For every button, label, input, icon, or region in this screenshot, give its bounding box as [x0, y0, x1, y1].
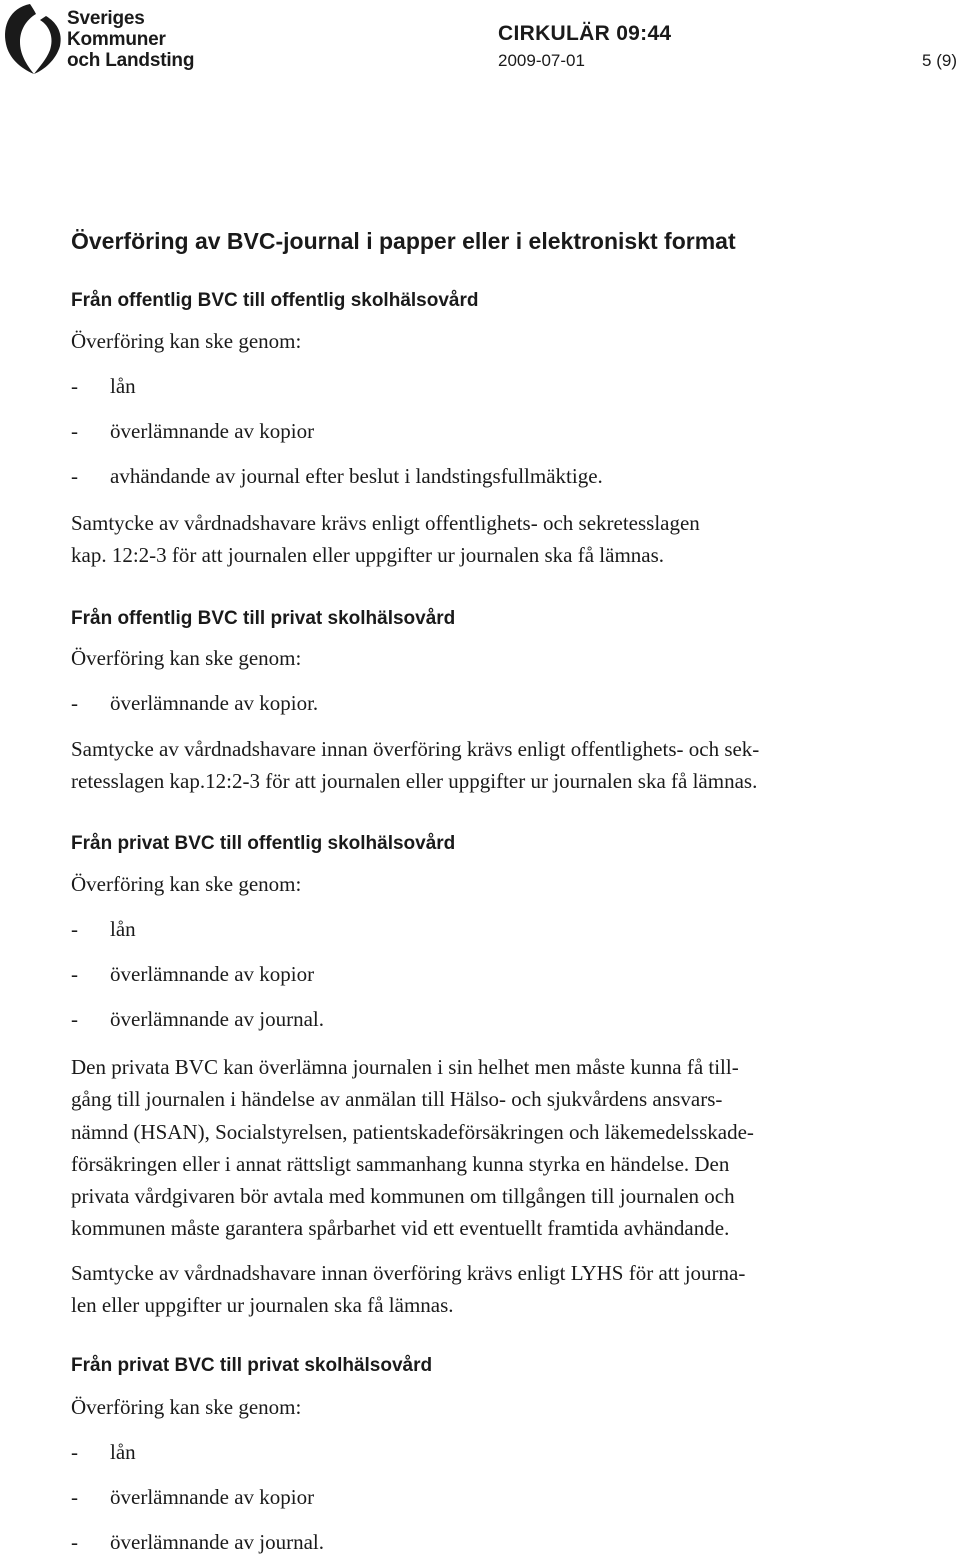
- list-item-text: överlämnande av kopior: [110, 419, 315, 443]
- list-marker: -: [71, 419, 78, 443]
- list-item-text: avhändande av journal efter beslut i landstingsfullmäktige.: [110, 464, 603, 488]
- list-marker: -: [71, 374, 78, 398]
- list-item-text: lån: [110, 917, 136, 941]
- list-marker: -: [71, 1485, 78, 1509]
- list-marker: -: [71, 1530, 78, 1554]
- transfer-intro: Överföring kan ske genom:: [71, 1395, 302, 1419]
- section-heading: Från privat BVC till privat skolhälsovård: [71, 1355, 433, 1376]
- paragraph-line: försäkringen eller i annat rättsligt sammanhang kunna styrka en händelse. Den: [71, 1151, 730, 1176]
- paragraph-line: len eller uppgifter ur journalen ska få lämnas.: [71, 1293, 454, 1318]
- list-marker: -: [71, 1440, 78, 1464]
- list-item-text: lån: [110, 1440, 136, 1464]
- paragraph-line: nämnd (HSAN), Socialstyrelsen, patientskadeförsäkringen och läkemedelsskade-: [71, 1119, 754, 1144]
- section-heading: Från offentlig BVC till offentlig skolhälsovård: [71, 290, 479, 311]
- list-item: [71, 1485, 314, 1510]
- list-marker: -: [71, 917, 78, 941]
- page-number: 5 (9): [922, 51, 957, 70]
- list-marker: -: [71, 962, 78, 986]
- transfer-intro: Överföring kan ske genom:: [71, 872, 302, 896]
- paragraph-line: kommunen måste garantera spårbarhet vid ett eventuellt framtida avhändande.: [71, 1216, 730, 1241]
- consent-paragraph: [71, 733, 891, 798]
- list-item-text: överlämnande av journal.: [110, 1007, 324, 1031]
- section-heading: Från offentlig BVC till privat skolhälsovård: [71, 608, 456, 629]
- paragraph-line: retesslagen kap.12:2-3 för att journalen eller uppgifter ur journalen ska få lämnas.: [71, 769, 758, 794]
- list-item: [71, 1007, 324, 1032]
- transfer-intro: Överföring kan ske genom:: [71, 329, 302, 353]
- list-marker: -: [71, 464, 78, 488]
- list-item-text: överlämnande av journal.: [110, 1530, 324, 1554]
- circular-date: 2009-07-01: [498, 51, 585, 70]
- logo-text-line: och Landsting: [67, 50, 195, 71]
- paragraph-line: kap. 12:2-3 för att journalen eller uppgifter ur journalen ska få lämnas.: [71, 543, 665, 568]
- list-item: [71, 374, 136, 399]
- list-item: [71, 464, 603, 489]
- paragraph-line: Den privata BVC kan överlämna journalen i sin helhet men måste kunna få till-: [71, 1055, 739, 1079]
- section-heading: Från privat BVC till offentlig skolhälsovård: [71, 833, 456, 854]
- organization-logo-icon: [0, 2, 64, 78]
- paragraph-line: privata vårdgivaren bör avtala med kommunen om tillgången till journalen och: [71, 1184, 735, 1209]
- logo-text-line: Kommuner: [67, 29, 166, 50]
- consent-paragraph: [71, 507, 891, 572]
- list-item-text: överlämnande av kopior: [110, 1485, 315, 1509]
- list-item: [71, 962, 314, 987]
- list-item-text: lån: [110, 374, 136, 398]
- list-item-text: överlämnande av kopior.: [110, 691, 319, 715]
- paragraph-line: Samtycke av vårdnadshavare innan överföring krävs enligt offentlighets- och sek-: [71, 737, 760, 761]
- list-item: [71, 1440, 136, 1465]
- list-item: [71, 419, 314, 444]
- page-title: Överföring av BVC-journal i papper eller i elektroniskt format: [71, 228, 736, 254]
- list-marker: -: [71, 691, 78, 715]
- list-item: [71, 691, 318, 716]
- list-marker: -: [71, 1007, 78, 1031]
- paragraph-line: Samtycke av vårdnadshavare krävs enligt offentlighets- och sekretesslagen: [71, 511, 700, 535]
- paragraph-line: Samtycke av vårdnadshavare innan överföring krävs enligt LYHS för att journa-: [71, 1261, 746, 1285]
- logo-text-line: Sveriges: [67, 8, 145, 29]
- transfer-intro: Överföring kan ske genom:: [71, 646, 302, 670]
- list-item-text: överlämnande av kopior: [110, 962, 315, 986]
- circular-title: CIRKULÄR 09:44: [498, 22, 672, 45]
- consent-paragraph: [71, 1257, 891, 1322]
- list-item: [71, 917, 136, 942]
- list-item: [71, 1530, 324, 1555]
- paragraph-line: gång till journalen i händelse av anmälan till Hälso- och sjukvårdens ansvars-: [71, 1087, 723, 1112]
- body-paragraph: [71, 1051, 891, 1245]
